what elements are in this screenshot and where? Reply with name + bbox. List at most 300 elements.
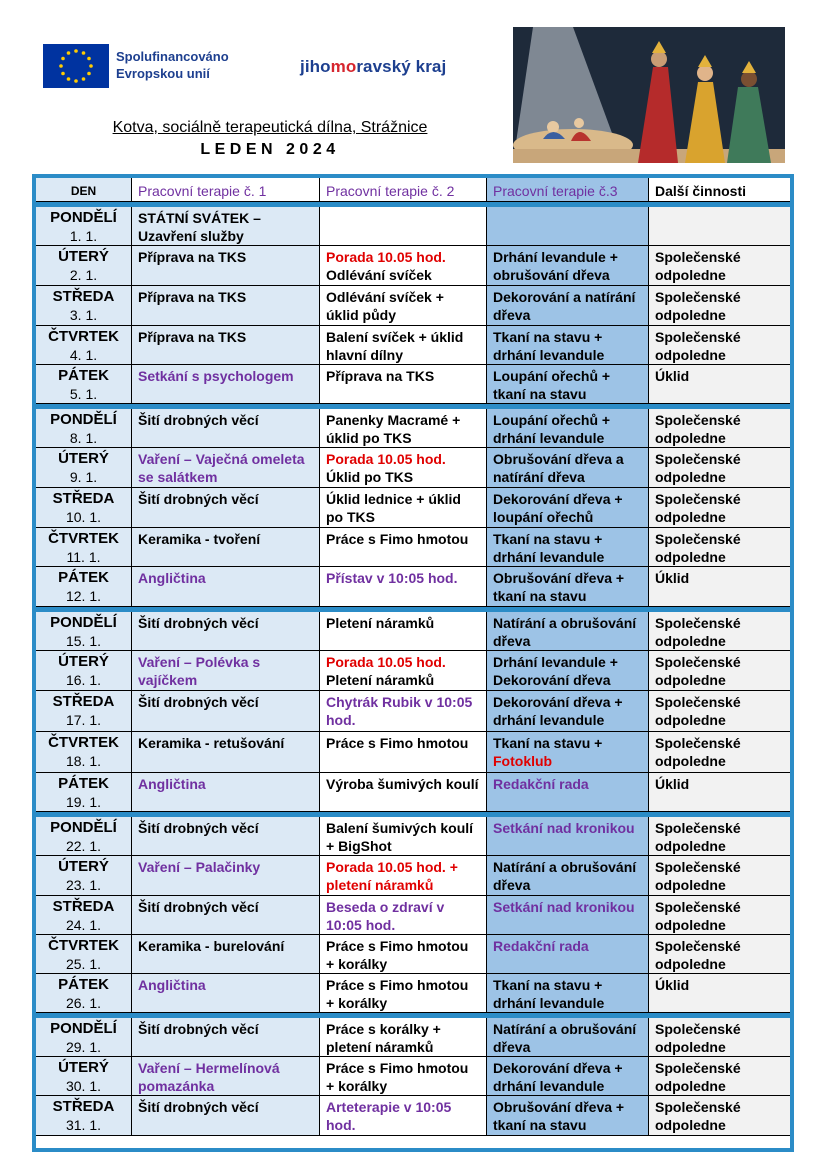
day-name: PÁTEK: [58, 775, 109, 792]
day-cell: [36, 651, 132, 691]
day-cell: [36, 1096, 132, 1136]
therapy1-cell: [132, 817, 320, 856]
other-activity-cell: [649, 773, 790, 812]
therapy1-text: Šití drobných věcí: [138, 820, 259, 836]
therapy1-cell: [132, 896, 320, 935]
other-activity-cell: [649, 1018, 790, 1057]
eu-star-icon: [61, 72, 65, 76]
table-row: [36, 326, 790, 365]
table-row: [36, 651, 790, 691]
day-name: ÚTERÝ: [58, 653, 109, 670]
therapy3-text: Natírání a obrušování dřeva: [493, 615, 637, 649]
therapy3-text: Drhání levandule + obrušování dřeva: [493, 249, 618, 283]
other-activity-cell: [649, 409, 790, 448]
therapy1-text: Vaření – Palačinky: [138, 859, 261, 875]
other-activity-cell: [649, 207, 790, 246]
therapy2-cell: [320, 448, 487, 488]
other-activity-cell: [649, 448, 790, 488]
eu-star-icon: [74, 79, 78, 83]
day-name: PONDĚLÍ: [50, 1020, 117, 1037]
therapy3-cell: [487, 488, 649, 528]
therapy3-text: Setkání nad kronikou: [493, 899, 635, 915]
day-name: PONDĚLÍ: [50, 614, 117, 631]
other-activity-text: Společenské odpoledne: [655, 859, 741, 893]
other-activity-text: Společenské odpoledne: [655, 249, 741, 283]
table-row: [36, 488, 790, 528]
therapy2-text: Úklid po TKS: [326, 469, 414, 485]
therapy2-cell: [320, 896, 487, 935]
other-activity-text: Společenské odpoledne: [655, 1021, 741, 1055]
therapy2-cell: [320, 326, 487, 365]
therapy3-cell: [487, 567, 649, 607]
therapy3-text: Dekorování a natírání dřeva: [493, 289, 636, 323]
therapy2-cell: [320, 488, 487, 528]
therapy1-cell: [132, 974, 320, 1013]
eu-star-icon: [59, 64, 63, 68]
therapy3-text: Tkaní na stavu + drhání levandule: [493, 531, 605, 565]
table-row: [36, 817, 790, 856]
eu-star-icon: [89, 64, 93, 68]
day-date: 29. 1.: [65, 1039, 102, 1055]
day-name: ČTVRTEK: [48, 734, 119, 751]
day-date: 5. 1.: [69, 386, 98, 402]
column-header: [132, 178, 320, 202]
therapy1-text: Vaření – Hermelínová pomazánka: [138, 1060, 280, 1094]
therapy3-text: Obrušování dřeva a natírání dřeva: [493, 451, 624, 485]
therapy2-cell: [320, 365, 487, 404]
other-activity-text: Společenské odpoledne: [655, 289, 741, 323]
therapy3-cell: [487, 326, 649, 365]
day-cell: [36, 732, 132, 773]
therapy2-text: Porada 10.05 hod. + pletení náramků: [326, 859, 458, 893]
day-cell: [36, 326, 132, 365]
therapy3-text: Tkaní na stavu + drhání levandule: [493, 977, 605, 1011]
jmk-logo-part3: ravský kraj: [356, 57, 447, 76]
day-cell: [36, 856, 132, 896]
table-row: [36, 773, 790, 812]
day-cell: [36, 896, 132, 935]
day-name: ÚTERÝ: [58, 248, 109, 265]
therapy3-cell: [487, 246, 649, 286]
day-cell: [36, 773, 132, 812]
column-header: [649, 178, 790, 202]
therapy2-text: Odlévání svíček + úklid půdy: [326, 289, 444, 323]
therapy1-text: Šití drobných věcí: [138, 694, 259, 710]
therapy1-text: Keramika - tvoření: [138, 531, 261, 547]
therapy3-cell: [487, 528, 649, 567]
day-cell: [36, 974, 132, 1013]
other-activity-cell: [649, 528, 790, 567]
day-date: 2. 1.: [69, 267, 98, 283]
other-activity-cell: [649, 246, 790, 286]
other-activity-text: Společenské odpoledne: [655, 820, 741, 854]
other-activity-text: Společenské odpoledne: [655, 735, 741, 769]
therapy1-cell: [132, 488, 320, 528]
table-row: [36, 409, 790, 448]
table-row: [36, 1057, 790, 1096]
schedule-table: [32, 174, 794, 1152]
therapy1-text: Keramika - burelování: [138, 938, 285, 954]
eu-star-icon: [87, 57, 91, 61]
therapy1-cell: [132, 567, 320, 607]
page-header: [0, 0, 827, 170]
therapy1-text: Šití drobných věcí: [138, 412, 259, 428]
therapy1-cell: [132, 651, 320, 691]
table-row: [36, 448, 790, 488]
day-cell: [36, 612, 132, 651]
eu-text-line2: Evropskou unií: [116, 66, 210, 81]
therapy2-cell: [320, 1018, 487, 1057]
therapy2-cell: [320, 732, 487, 773]
therapy1-text: Šití drobných věcí: [138, 615, 259, 631]
therapy3-text: Loupání ořechů + drhání levandule: [493, 412, 611, 446]
other-activity-cell: [649, 286, 790, 326]
therapy2-cell: [320, 246, 487, 286]
therapy2-text: Práce s Fimo hmotou: [326, 531, 469, 547]
therapy2-text: Panenky Macramé + úklid po TKS: [326, 412, 461, 446]
therapy3-text: Dekorování dřeva + drhání levandule: [493, 694, 623, 728]
eu-flag-logo: [43, 44, 109, 88]
table-row: [36, 365, 790, 404]
therapy2-cell: [320, 286, 487, 326]
therapy3-cell: [487, 773, 649, 812]
day-date: 17. 1.: [65, 712, 102, 728]
therapy1-text: Keramika - retušování: [138, 735, 285, 751]
day-name: STŘEDA: [52, 1098, 115, 1115]
day-cell: [36, 286, 132, 326]
day-name: PÁTEK: [58, 367, 109, 384]
therapy1-text: Příprava na TKS: [138, 329, 247, 345]
therapy3-text: Drhání levandule + Dekorování dřeva: [493, 654, 618, 688]
other-activity-text: Společenské odpoledne: [655, 329, 741, 363]
day-cell: [36, 567, 132, 607]
day-cell: [36, 448, 132, 488]
therapy1-text: Angličtina: [138, 570, 206, 586]
table-row: [36, 528, 790, 567]
eu-star-icon: [82, 51, 86, 55]
other-activity-text: Společenské odpoledne: [655, 1099, 741, 1133]
other-activity-cell: [649, 817, 790, 856]
other-activity-text: Společenské odpoledne: [655, 491, 741, 525]
column-header-label: DEN: [70, 184, 97, 198]
other-activity-text: Společenské odpoledne: [655, 654, 741, 688]
other-activity-cell: [649, 365, 790, 404]
day-name: PONDĚLÍ: [50, 209, 117, 226]
table-row: [36, 207, 790, 246]
day-name: ČTVRTEK: [48, 937, 119, 954]
other-activity-text: Společenské odpoledne: [655, 615, 741, 649]
therapy3-cell: [487, 817, 649, 856]
day-date: 23. 1.: [65, 877, 102, 893]
therapy2-cell: [320, 817, 487, 856]
eu-star-icon: [67, 51, 71, 55]
therapy3-cell: [487, 286, 649, 326]
day-date: 3. 1.: [69, 307, 98, 323]
therapy1-cell: [132, 691, 320, 732]
day-date: 10. 1.: [65, 509, 102, 525]
column-header: [36, 178, 132, 202]
therapy1-cell: [132, 528, 320, 567]
therapy3-cell: [487, 1018, 649, 1057]
therapy3-text: Dekorování dřeva + drhání levandule: [493, 1060, 623, 1094]
therapy1-text: STÁTNÍ SVÁTEK – Uzavření služby: [138, 210, 261, 244]
day-date: 4. 1.: [69, 347, 98, 363]
eu-star-icon: [87, 72, 91, 76]
jmk-region-logo: [300, 57, 446, 77]
therapy3-cell: [487, 651, 649, 691]
therapy2-cell: [320, 1096, 487, 1136]
therapy3-cell: [487, 365, 649, 404]
day-cell: [36, 528, 132, 567]
therapy3-text: Tkaní na stavu + drhání levandule: [493, 329, 605, 363]
other-activity-cell: [649, 896, 790, 935]
therapy1-text: Vaření – Vaječná omeleta se salátkem: [138, 451, 305, 485]
therapy1-text: Příprava na TKS: [138, 249, 247, 265]
other-activity-text: Úklid: [655, 570, 690, 586]
three-kings-illustration: [513, 27, 785, 163]
day-date: 1. 1.: [69, 228, 98, 244]
therapy2-text: Práce s Fimo hmotou + korálky: [326, 977, 469, 1011]
other-activity-text: Společenské odpoledne: [655, 531, 741, 565]
day-name: STŘEDA: [52, 693, 115, 710]
day-date: 18. 1.: [65, 753, 102, 769]
therapy2-cell: [320, 409, 487, 448]
table-row: [36, 286, 790, 326]
therapy2-text: Pletení náramků: [326, 615, 435, 631]
jmk-logo-part2: mo: [330, 57, 357, 76]
therapy2-cell: [320, 935, 487, 974]
therapy2-cell: [320, 974, 487, 1013]
therapy2-cell: [320, 1057, 487, 1096]
other-activity-cell: [649, 567, 790, 607]
therapy1-cell: [132, 935, 320, 974]
therapy1-text: Příprava na TKS: [138, 289, 247, 305]
therapy3-cell: [487, 856, 649, 896]
day-name: STŘEDA: [52, 898, 115, 915]
therapy3-cell: [487, 448, 649, 488]
therapy2-cell: [320, 773, 487, 812]
eu-star-icon: [74, 49, 78, 53]
day-date: 25. 1.: [65, 956, 102, 972]
column-header-label: Pracovní terapie č. 1: [138, 183, 267, 199]
therapy2-cell: [320, 612, 487, 651]
column-header: [487, 178, 649, 202]
therapy1-cell: [132, 773, 320, 812]
table-row: [36, 974, 790, 1013]
other-activity-cell: [649, 612, 790, 651]
day-name: ČTVRTEK: [48, 530, 119, 547]
therapy1-cell: [132, 1057, 320, 1096]
therapy1-cell: [132, 286, 320, 326]
day-name: PONDĚLÍ: [50, 411, 117, 428]
therapy1-cell: [132, 246, 320, 286]
therapy2-cell: [320, 856, 487, 896]
therapy2-text: Balení svíček + úklid hlavní dílny: [326, 329, 464, 363]
meeting-note: Porada 10.05 hod.: [326, 451, 446, 467]
photo-club-note: Fotoklub: [493, 753, 553, 769]
therapy2-text: Úklid lednice + úklid po TKS: [326, 491, 461, 525]
therapy1-cell: [132, 1096, 320, 1136]
day-date: 26. 1.: [65, 995, 102, 1011]
therapy3-text: Dekorování dřeva + loupání ořechů: [493, 491, 623, 525]
column-header-label: Pracovní terapie č. 2: [326, 183, 455, 199]
therapy2-cell: [320, 207, 487, 246]
other-activity-cell: [649, 326, 790, 365]
therapy2-text: Přístav v 10:05 hod.: [326, 570, 458, 586]
therapy3-cell: [487, 207, 649, 246]
therapy3-cell: [487, 409, 649, 448]
other-activity-cell: [649, 732, 790, 773]
day-name: PÁTEK: [58, 976, 109, 993]
therapy2-text: Práce s Fimo hmotou + korálky: [326, 1060, 469, 1094]
day-name: ÚTERÝ: [58, 450, 109, 467]
therapy1-text: Šití drobných věcí: [138, 899, 259, 915]
eu-star-icon: [67, 77, 71, 81]
therapy3-text: Obrušování dřeva + tkaní na stavu: [493, 1099, 625, 1133]
other-activity-cell: [649, 488, 790, 528]
therapy2-cell: [320, 528, 487, 567]
day-date: 19. 1.: [65, 794, 102, 810]
therapy2-text: Beseda o zdraví v 10:05 hod.: [326, 899, 445, 933]
other-activity-text: Úklid: [655, 776, 690, 792]
day-name: STŘEDA: [52, 288, 115, 305]
other-activity-text: Společenské odpoledne: [655, 451, 741, 485]
day-name: ÚTERÝ: [58, 1059, 109, 1076]
therapy3-cell: [487, 691, 649, 732]
therapy2-text: Výroba šumivých koulí: [326, 776, 479, 792]
day-date: 31. 1.: [65, 1117, 102, 1133]
table-row: [36, 1018, 790, 1057]
table-header-row: [36, 178, 790, 202]
therapy3-text: Setkání nad kronikou: [493, 820, 635, 836]
therapy3-cell: [487, 896, 649, 935]
day-cell: [36, 365, 132, 404]
day-cell: [36, 691, 132, 732]
other-activity-cell: [649, 691, 790, 732]
therapy2-text: Arteterapie v 10:05 hod.: [326, 1099, 452, 1133]
table-row: [36, 732, 790, 773]
therapy1-cell: [132, 856, 320, 896]
other-activity-text: Úklid: [655, 977, 690, 993]
other-activity-text: Společenské odpoledne: [655, 938, 741, 972]
day-date: 22. 1.: [65, 838, 102, 854]
other-activity-cell: [649, 651, 790, 691]
column-header-label: Pracovní terapie č.3: [493, 183, 618, 199]
other-activity-text: Společenské odpoledne: [655, 412, 741, 446]
therapy1-text: Vaření – Polévka s vajíčkem: [138, 654, 261, 688]
day-name: STŘEDA: [52, 490, 115, 507]
therapy3-text: Obrušování dřeva + tkaní na stavu: [493, 570, 625, 604]
therapy1-cell: [132, 1018, 320, 1057]
therapy2-text: Práce s korálky + pletení náramků: [326, 1021, 441, 1055]
table-row: [36, 246, 790, 286]
table-row: [36, 612, 790, 651]
other-activity-text: Společenské odpoledne: [655, 899, 741, 933]
therapy1-text: Angličtina: [138, 776, 206, 792]
therapy1-text: Šití drobných věcí: [138, 491, 259, 507]
day-cell: [36, 488, 132, 528]
day-date: 16. 1.: [65, 672, 102, 688]
day-date: 30. 1.: [65, 1078, 102, 1094]
table-row: [36, 691, 790, 732]
other-activity-cell: [649, 856, 790, 896]
therapy3-cell: [487, 1057, 649, 1096]
therapy3-text: Natírání a obrušování dřeva: [493, 859, 637, 893]
therapy1-cell: [132, 612, 320, 651]
other-activity-cell: [649, 1096, 790, 1136]
therapy3-cell: [487, 935, 649, 974]
therapy2-text: Práce s Fimo hmotou + korálky: [326, 938, 469, 972]
eu-text-line1: Spolufinancováno: [116, 49, 229, 64]
day-date: 24. 1.: [65, 917, 102, 933]
day-date: 15. 1.: [65, 633, 102, 649]
other-activity-cell: [649, 935, 790, 974]
therapy1-cell: [132, 365, 320, 404]
table-row: [36, 856, 790, 896]
therapy2-text: Odlévání svíček: [326, 267, 432, 283]
day-date: 12. 1.: [65, 588, 102, 604]
day-cell: [36, 1018, 132, 1057]
therapy1-cell: [132, 448, 320, 488]
therapy3-cell: [487, 612, 649, 651]
day-cell: [36, 935, 132, 974]
therapy3-text: Redakční rada: [493, 938, 589, 954]
other-activity-cell: [649, 974, 790, 1013]
table-row: [36, 896, 790, 935]
day-cell: [36, 207, 132, 246]
therapy1-text: Angličtina: [138, 977, 206, 993]
therapy1-text: Šití drobných věcí: [138, 1021, 259, 1037]
day-cell: [36, 817, 132, 856]
eu-star-icon: [82, 77, 86, 81]
column-header: [320, 178, 487, 202]
eu-star-icon: [61, 57, 65, 61]
therapy3-text: Redakční rada: [493, 776, 589, 792]
therapy1-text: Setkání s psychologem: [138, 368, 294, 384]
therapy1-cell: [132, 326, 320, 365]
day-date: 8. 1.: [69, 430, 98, 446]
table-row: [36, 567, 790, 607]
document-month: LEDEN 2024: [200, 141, 340, 158]
day-date: 11. 1.: [66, 549, 101, 565]
table-row: [36, 1096, 790, 1136]
therapy2-text: Práce s Fimo hmotou: [326, 735, 469, 751]
therapy3-cell: [487, 1096, 649, 1136]
table-row: [36, 935, 790, 974]
therapy1-cell: [132, 409, 320, 448]
therapy2-text: Chytrák Rubik v 10:05 hod.: [326, 694, 473, 728]
therapy3-cell: [487, 974, 649, 1013]
document-title: Kotva, sociálně terapeutická dílna, Strážnice: [112, 119, 428, 136]
therapy2-text: Pletení náramků: [326, 672, 435, 688]
therapy3-text: Loupání ořechů + tkaní na stavu: [493, 368, 611, 402]
other-activity-cell: [649, 1057, 790, 1096]
eu-cofunding-text: [116, 48, 229, 82]
therapy2-text: Příprava na TKS: [326, 368, 435, 384]
therapy2-cell: [320, 567, 487, 607]
day-name: PÁTEK: [58, 569, 109, 586]
other-activity-text: Společenské odpoledne: [655, 694, 741, 728]
column-header-label: Další činnosti: [655, 183, 747, 199]
other-activity-text: Úklid: [655, 368, 690, 384]
other-activity-text: Společenské odpoledne: [655, 1060, 741, 1094]
therapy1-text: Šití drobných věcí: [138, 1099, 259, 1115]
therapy2-text: Balení šumivých koulí + BigShot: [326, 820, 474, 854]
day-cell: [36, 1057, 132, 1096]
therapy3-text: Tkaní na stavu +: [493, 735, 603, 751]
meeting-note: Porada 10.05 hod.: [326, 249, 446, 265]
therapy2-cell: [320, 651, 487, 691]
